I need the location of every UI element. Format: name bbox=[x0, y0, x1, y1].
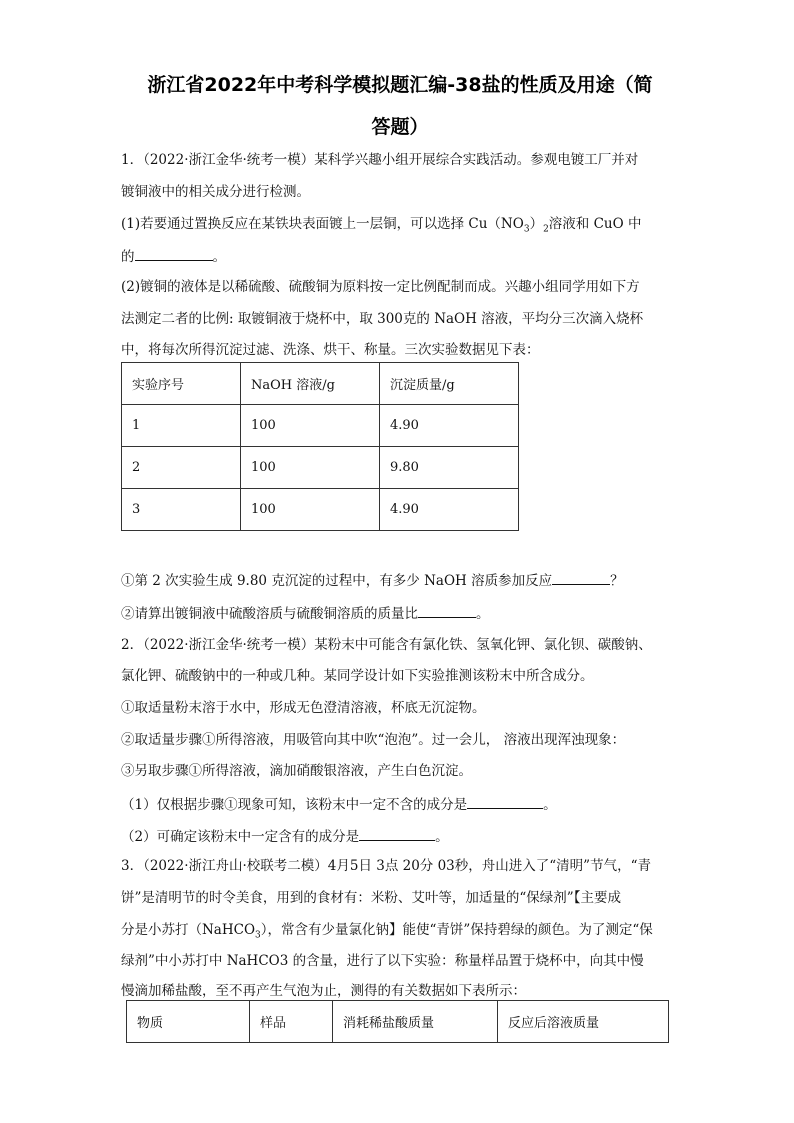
q1-part1-sub-2: 2 bbox=[543, 224, 549, 235]
q1-part1-text-d: 的 bbox=[121, 249, 135, 265]
table-cell: 4.90 bbox=[380, 405, 519, 447]
q3-line-3-text-a: 分是小苏打（NaHCO bbox=[121, 922, 256, 938]
q1-sub2-mark: 。 bbox=[476, 606, 490, 622]
q1-data-table bbox=[121, 362, 519, 531]
q3-line-2: 饼”是清明节的时令美食，用到的食材有：米粉、艾叶等，加适量的“保绿剂”【主要成 bbox=[121, 890, 621, 906]
q3-line-3-sub: 3 bbox=[255, 930, 261, 941]
table-header-row bbox=[122, 363, 519, 405]
q2-answer-1-text: （1）仅根据步骤①现象可知，该粉末中一定不含的成分是 bbox=[121, 797, 468, 813]
q1-sub-question-2 bbox=[121, 603, 681, 623]
q1-part1-answer-blank[interactable] bbox=[135, 246, 213, 261]
q1-part1-text-b: ） bbox=[529, 216, 544, 232]
q2-answer-2-mark: 。 bbox=[435, 829, 449, 845]
q2-step-2: ②取适量步骤①所得溶液，用吸管向其中吹“泡泡”。过一会儿， 溶液出现浑浊现象： bbox=[121, 732, 626, 748]
table-header-cell: 实验序号 bbox=[122, 363, 241, 405]
q2-answer-2 bbox=[121, 826, 681, 846]
q3-line-3 bbox=[121, 921, 681, 945]
table-cell: 1 bbox=[122, 405, 241, 447]
q1-sub1-answer-blank[interactable] bbox=[552, 570, 610, 585]
q1-part1-line-2 bbox=[121, 246, 681, 266]
q2-step-1: ①取适量粉末溶于水中，形成无色澄清溶液，杯底无沉淀物。 bbox=[121, 700, 486, 716]
q1-part1-line-1 bbox=[121, 215, 681, 239]
q3-line-5: 慢滴加稀盐酸，至不再产生气泡为止，测得的有关数据如下表所示： bbox=[121, 983, 526, 999]
title-line-1: 浙江省2022年中考科学模拟题汇编-38盐的性质及用途（简 bbox=[147, 74, 653, 96]
q2-answer-1-blank[interactable] bbox=[467, 794, 543, 809]
table-header-cell: 反应后溶液质量 bbox=[498, 1001, 669, 1043]
table-cell: 2 bbox=[122, 447, 241, 489]
q2-answer-2-text: （2）可确定该粉末中一定含有的成分是 bbox=[121, 829, 360, 845]
table-header-row bbox=[127, 1001, 669, 1043]
q2-answer-1 bbox=[121, 794, 681, 814]
q1-sub2-text: ②请算出镀铜液中硫酸溶质与硫酸铜溶质的质量比 bbox=[121, 606, 418, 622]
q1-part1-text-e: 。 bbox=[212, 249, 226, 265]
table-row bbox=[122, 489, 519, 531]
table-cell: 100 bbox=[241, 447, 380, 489]
table-row bbox=[122, 447, 519, 489]
table-cell: 3 bbox=[122, 489, 241, 531]
table-row bbox=[122, 405, 519, 447]
q1-intro-line-2: 镀铜液中的相关成分进行检测。 bbox=[121, 184, 310, 200]
q1-part1-sub-3: 3 bbox=[523, 224, 530, 235]
table-header-cell: 消耗稀盐酸质量 bbox=[333, 1001, 498, 1043]
q1-sub1-text: ①第 2 次实验生成 9.80 克沉淀的过程中，有多少 NaOH 溶质参加反应 bbox=[121, 573, 553, 589]
q1-part1-text-c: 溶液和 CuO 中 bbox=[548, 216, 642, 232]
q3-line-3-text-b: ），常含有少量氯化钠】能使“青饼”保持碧绿的颜色。为了测定“保 bbox=[260, 922, 653, 938]
q1-intro-line-1: 1．（2022·浙江金华·统考一模）某科学兴趣小组开展综合实践活动。参观电镀工厂并对 bbox=[121, 152, 639, 168]
q1-sub2-answer-blank[interactable] bbox=[418, 603, 476, 618]
table-header-cell: NaOH 溶液/g bbox=[241, 363, 380, 405]
table-cell: 100 bbox=[241, 405, 380, 447]
q1-part1-text-a: (1)若要通过置换反应在某铁块表面镀上一层铜，可以选择 Cu（NO bbox=[121, 216, 524, 232]
q1-sub1-mark: ？ bbox=[610, 573, 624, 589]
q3-line-4: 绿剂”中小苏打中 NaHCO3 的含量，进行了以下实验：称量样品置于烧杯中，向其中慢 bbox=[121, 953, 644, 969]
table-header-cell: 样品 bbox=[250, 1001, 333, 1043]
table-cell: 9.80 bbox=[380, 447, 519, 489]
q3-data-table bbox=[126, 1000, 669, 1043]
table-cell: 4.90 bbox=[380, 489, 519, 531]
table-header-cell: 沉淀质量/g bbox=[380, 363, 519, 405]
q2-answer-2-blank[interactable] bbox=[359, 826, 435, 841]
q1-sub-question-1 bbox=[121, 570, 681, 590]
q2-answer-1-mark: 。 bbox=[543, 797, 557, 813]
table-cell: 100 bbox=[241, 489, 380, 531]
q2-intro-line-2: 氯化钾、硫酸钠中的一种或几种。某同学设计如下实验推测该粉末中所含成分。 bbox=[121, 668, 594, 684]
q2-intro-line-1: 2．（2022·浙江金华·统考一模）某粉末中可能含有氯化铁、氢氧化钾、氯化钡、碳酸钠、 bbox=[121, 637, 652, 653]
q2-step-3: ③另取步骤①所得溶液，滴加硝酸银溶液，产生白色沉淀。 bbox=[121, 763, 472, 779]
q1-part2-line-2: 法测定二者的比例: 取镀铜液于烧杯中，取 300克的 NaOH 溶液，平均分三次滴入烧杯 bbox=[121, 311, 644, 327]
table-header-cell: 物质 bbox=[127, 1001, 250, 1043]
title-line-2: 答题） bbox=[371, 116, 429, 138]
q1-part2-line-3: 中，将每次所得沉淀过滤、洗涤、烘干、称量。三次实验数据见下表： bbox=[121, 342, 540, 358]
q3-line-1: 3．（2022·浙江舟山·校联考二模）4月5日 3点 20分 03秒，舟山进入了“清明”节气，“青 bbox=[121, 858, 651, 874]
q1-part2-line-1: (2)镀铜的液体是以稀硫酸、硫酸铜为原料按一定比例配制而成。兴趣小组同学用如下方 bbox=[121, 279, 640, 295]
